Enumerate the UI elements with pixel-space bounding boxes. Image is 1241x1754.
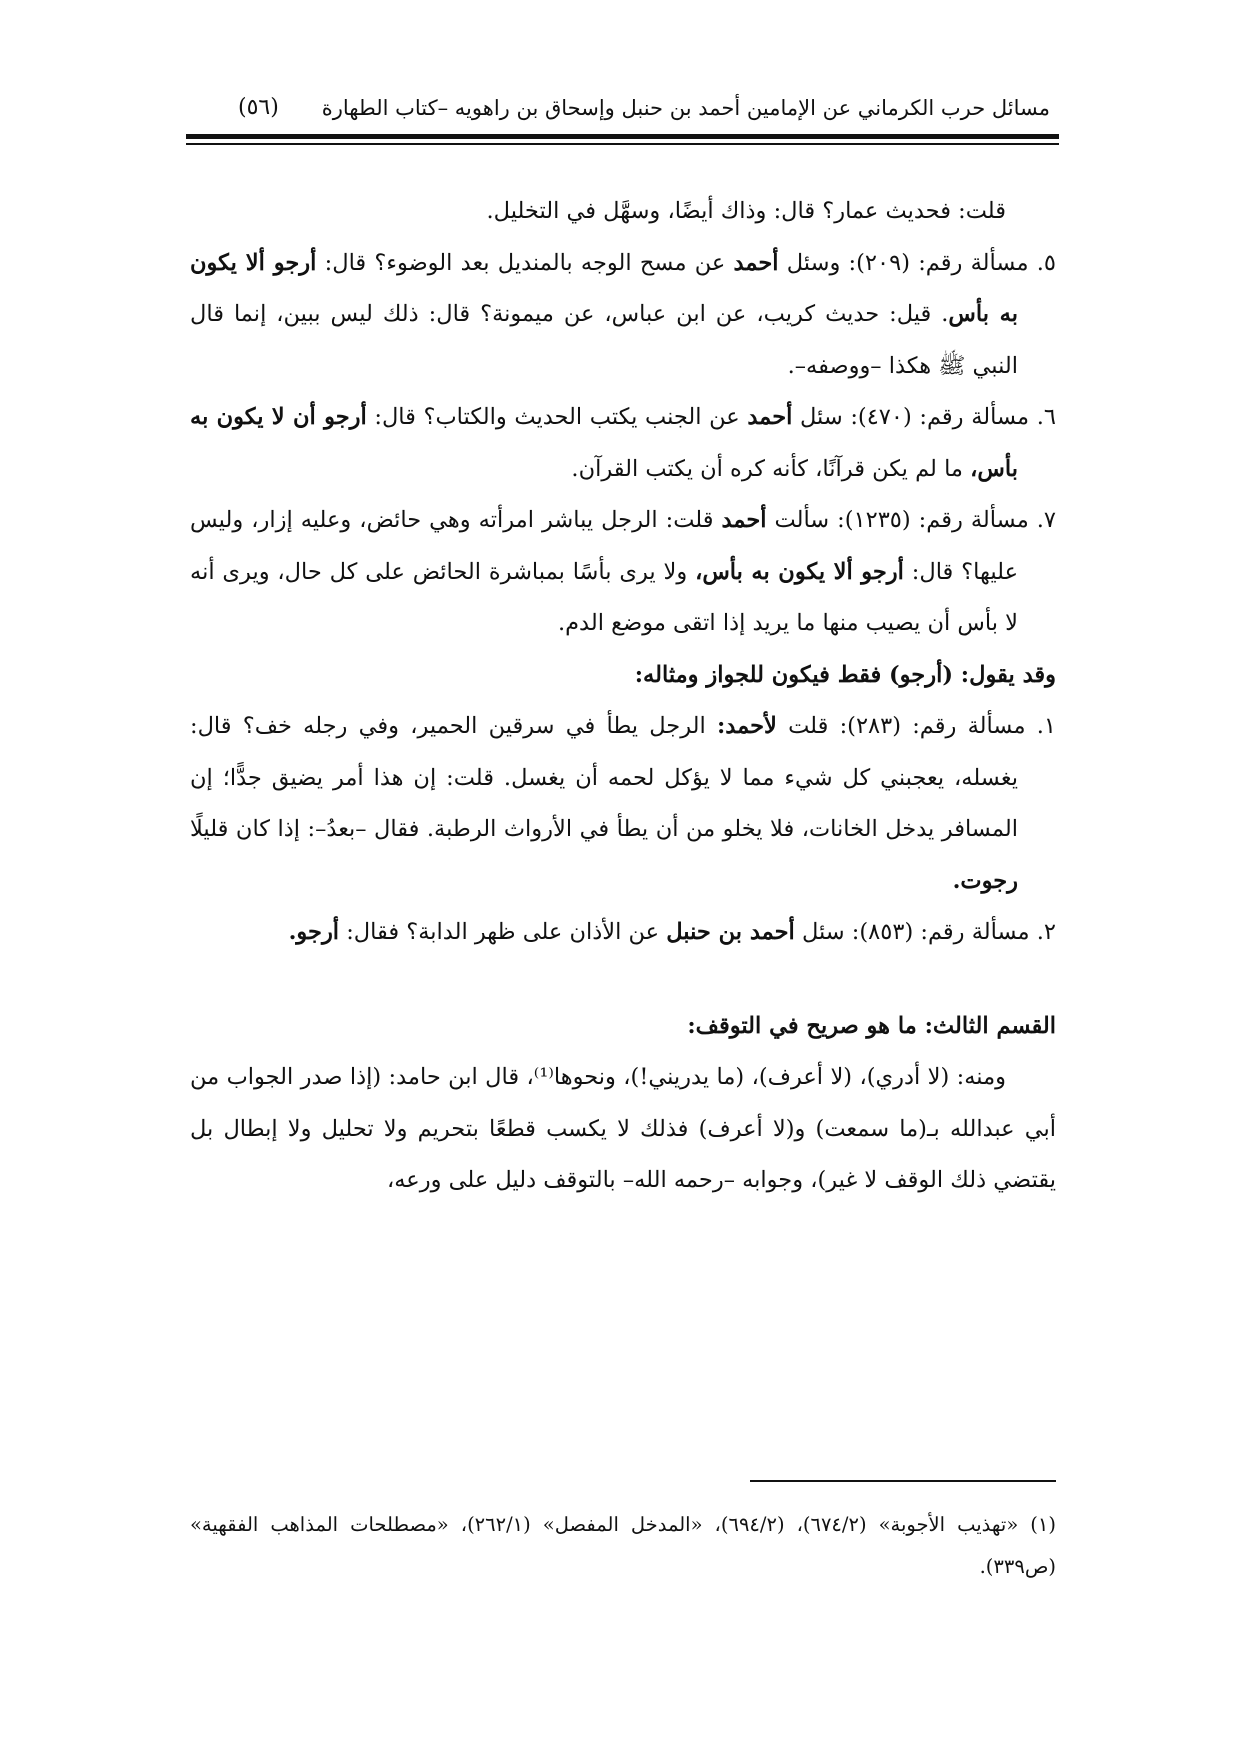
paragraph-ammar: قلت: فحديث عمار؟ قال: وذاك أيضًا، وسهَّل في التخليل. xyxy=(486,198,1006,224)
footnote xyxy=(190,1504,1056,1588)
question-209: ٥. مسألة رقم: (٢٠٩): وسئل أحمد عن مسح الوجه بالمنديل بعد الوضوء؟ قال: أرجو ألا يكون به بأس. قيل: حديث كريب، عن ابن عباس، عن ميمونة؟ قال: ذلك ليس ببين، إنما قال النبي ﷺ هكذا –ووصفه–. xyxy=(190,249,1056,379)
page-number: (٥٦) xyxy=(238,95,279,120)
running-header xyxy=(238,88,1050,128)
section-gap xyxy=(190,959,1056,1001)
header-rule-thin xyxy=(186,143,1059,145)
header-rule-thick xyxy=(186,134,1059,139)
footnote-1: (١) «تهذيب الأجوبة» (٦٧٤/٢)، (٦٩٤/٢)، «المدخل المفصل» (٢٦٢/١)، «مصطلحات المذاهب الفقهية» (ص٣٣٩). xyxy=(190,1513,1056,1578)
section-heading-irju: وقد يقول: (أرجو) فقط فيكون للجواز ومثاله: xyxy=(634,661,1056,688)
question-283: ١. مسألة رقم: (٢٨٣): قلت لأحمد: الرجل يطأ في سرقين الحمير، وفي رجله خف؟ قال: يغسله، يعجبني كل شيء مما لا يؤكل لحمه أن يغسل. قلت: إن هذا أمر يضيق جدًّا؛ إن المسافر يدخل الخانات، فلا يخلو من أن يطأ في الأرواث الرطبة. فقال –بعدُ–: إذا كان قليلًا رجوت. xyxy=(190,713,1056,894)
main-text xyxy=(190,186,1056,1207)
question-853: ٢. مسألة رقم: (٨٥٣): سئل أحمد بن حنبل عن الأذان على ظهر الدابة؟ فقال: أرجو. xyxy=(288,919,1056,945)
footnote-rule xyxy=(750,1480,1056,1482)
question-470: ٦. مسألة رقم: (٤٧٠): سئل أحمد عن الجنب يكتب الحديث والكتاب؟ قال: أرجو أن لا يكون به بأس، ما لم يكن قرآنًا، كأنه كره أن يكتب القرآن. xyxy=(190,404,1056,482)
question-1235: ٧. مسألة رقم: (١٢٣٥): سألت أحمد قلت: الرجل يباشر امرأته وهي حائض، وعليه إزار، وليس عليها؟ قال: أرجو ألا يكون به بأس، ولا يرى بأسًا بمباشرة الحائض على كل حال، ويرى أنه لا بأس أن يصيب منها ما يريد إذا اتقى موضع الدم. xyxy=(190,507,1056,636)
book-title: مسائل حرب الكرماني عن الإمامين أحمد بن حنبل وإسحاق بن راهويه –كتاب الطهارة xyxy=(321,96,1050,120)
section-heading-third: القسم الثالث: ما هو صريح في التوقف: xyxy=(687,1012,1056,1039)
paragraph-tawaqquf: ومنه: (لا أدري)، (لا أعرف)، (ما يدريني!)، ونحوها⁽¹⁾، قال ابن حامد: (إذا صدر الجواب من أبي عبدالله بـ(ما سمعت) و(لا أعرف) فذلك لا يكسب قطعًا بتحريم ولا تحليل ولا إبطال بل يقتضي ذلك الوقف لا غير)، وجوابه –رحمه الله– بالتوقف دليل على ورعه، xyxy=(190,1064,1056,1193)
